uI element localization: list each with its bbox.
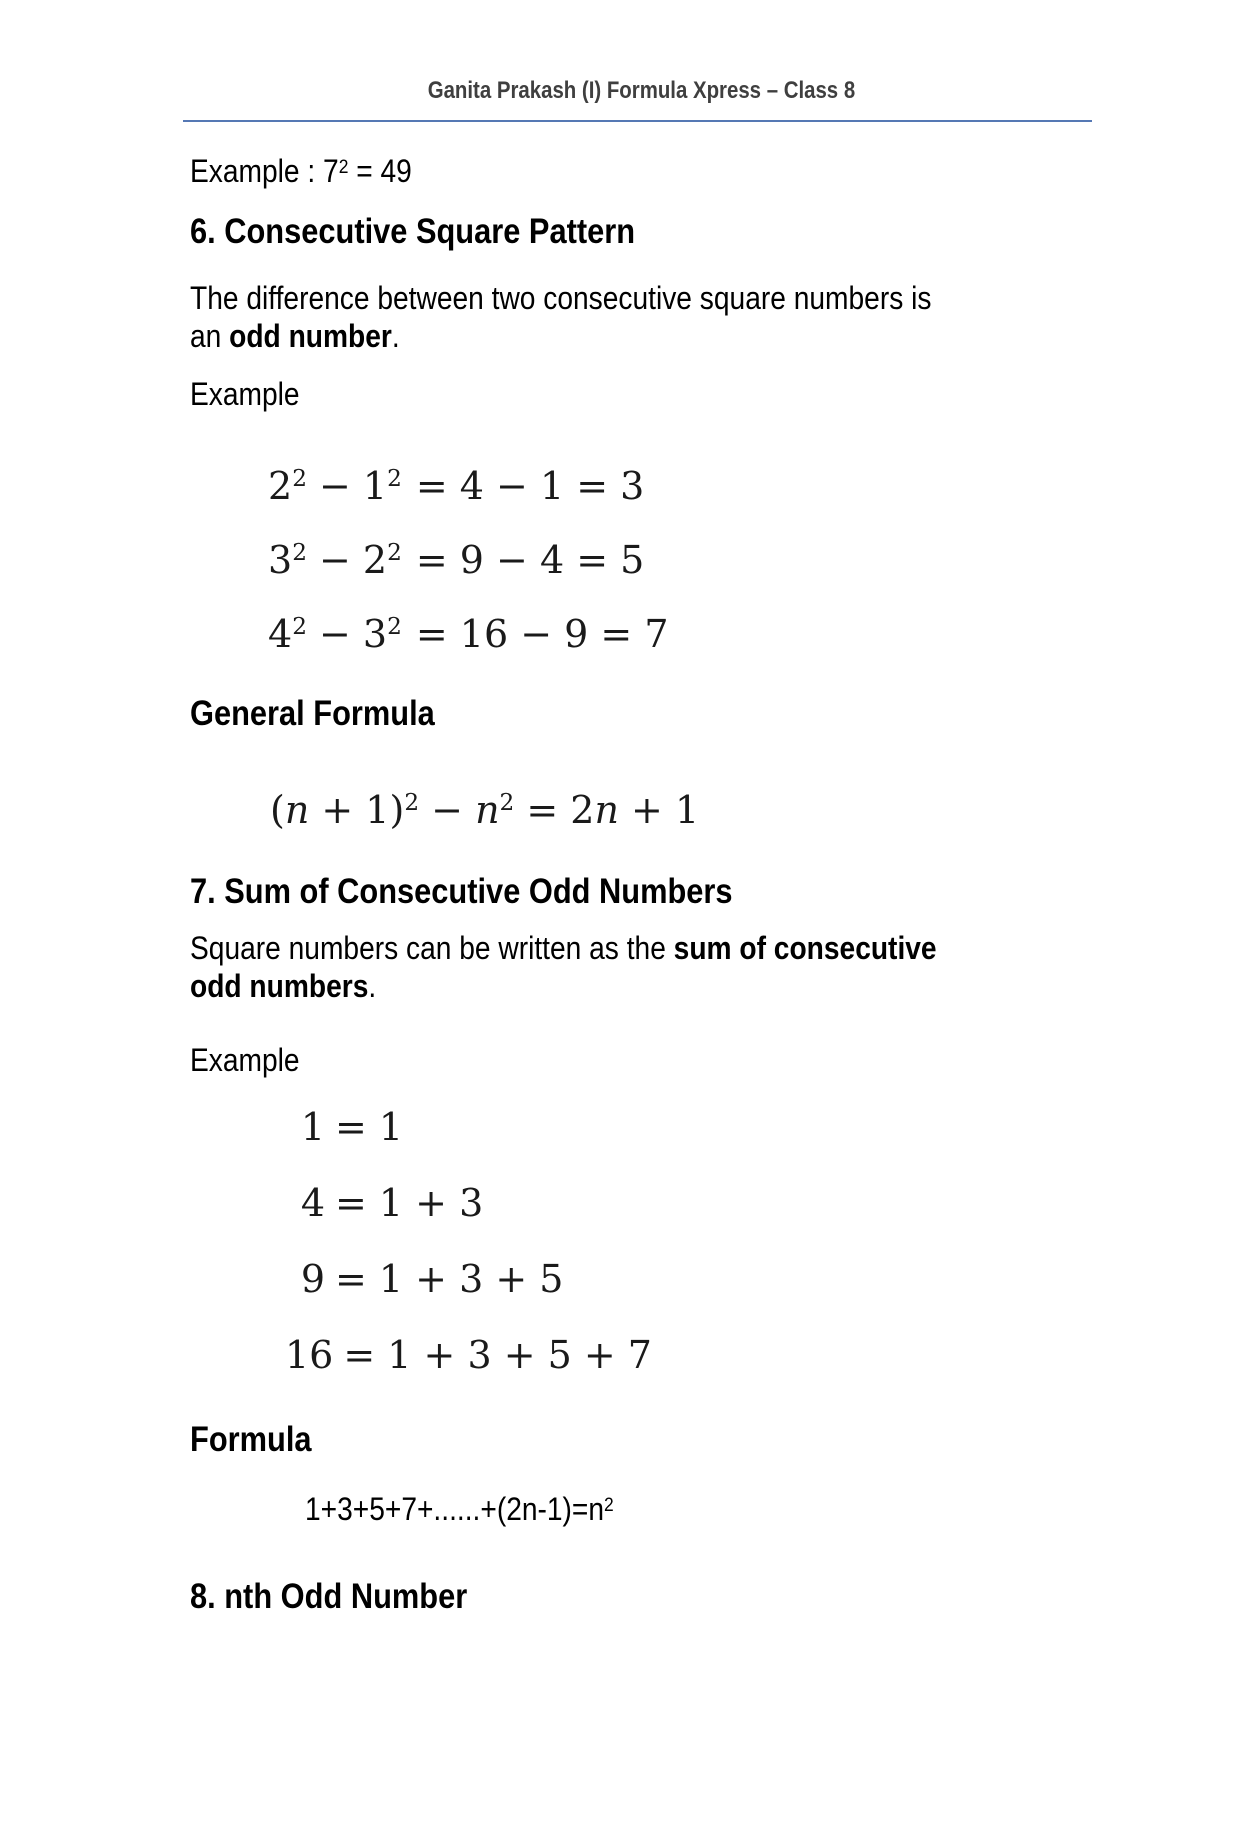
- page-content: [0, 76, 1241, 1618]
- equation-lhs: 1: [300, 1105, 325, 1149]
- equation-row: [285, 1256, 1092, 1302]
- document-page: [0, 76, 1241, 1830]
- section7-equations: [285, 1104, 1092, 1378]
- section7-heading: 7. Sum of Consecutive Odd Numbers: [190, 872, 733, 911]
- equation-rhs: = 9 − 4 = 5: [415, 538, 645, 582]
- equation-rhs: = 16 − 9 = 7: [415, 612, 669, 656]
- equation-rhs: = 1 + 3 + 5 + 7: [343, 1333, 652, 1377]
- example-top-line: Example : $7^2 = 49$: [190, 153, 412, 189]
- equation-lhs: $2^2 - 1^2$: [268, 464, 402, 508]
- general-formula-heading: General Formula: [190, 694, 435, 733]
- section6-equations: [268, 463, 1092, 657]
- paragraph-line: The difference between two consecutive square numbers is: [190, 280, 932, 316]
- section7-paragraph: [190, 929, 984, 1005]
- sum-formula: $1+3+5+7+......+(2n-1)=n^2$: [305, 1491, 614, 1527]
- equation-row: [268, 611, 1092, 657]
- equation-lhs: 16: [285, 1333, 334, 1377]
- equation-lhs: $4^2 - 3^2$: [268, 612, 402, 656]
- equation-row: [285, 1332, 1092, 1378]
- page-header: [190, 76, 1092, 106]
- section7-example-label: Example: [190, 1042, 300, 1078]
- page-title: Ganita Prakash (I) Formula Xpress – Class 8: [427, 77, 855, 104]
- formula-heading: Formula: [190, 1420, 312, 1459]
- equation-rhs: = 1 + 3: [335, 1181, 484, 1225]
- section6-paragraph: [190, 279, 984, 355]
- paragraph-line: an odd number.: [190, 318, 400, 354]
- general-formula: $(n + 1)^2 - n^2 = 2n + 1$: [270, 788, 700, 832]
- equation-lhs: 9: [300, 1257, 325, 1301]
- equation-row: [285, 1104, 1092, 1150]
- header-divider: [183, 120, 1092, 122]
- equation-row: [268, 463, 1092, 509]
- equation-lhs: $3^2 - 2^2$: [268, 538, 402, 582]
- section8-heading: 8. nth Odd Number: [190, 1577, 468, 1616]
- equation-row: [268, 537, 1092, 583]
- section6-example-label: Example: [190, 376, 300, 412]
- section6-heading: 6. Consecutive Square Pattern: [190, 212, 636, 251]
- equation-row: [285, 1180, 1092, 1226]
- equation-lhs: 4: [300, 1181, 325, 1225]
- equation-rhs: = 1 + 3 + 5: [335, 1257, 564, 1301]
- equation-rhs: = 4 − 1 = 3: [415, 464, 645, 508]
- equation-rhs: = 1: [335, 1105, 404, 1149]
- paragraph-line: Square numbers can be written as the sum of consecutive: [190, 930, 937, 966]
- paragraph-line: odd numbers.: [190, 968, 377, 1004]
